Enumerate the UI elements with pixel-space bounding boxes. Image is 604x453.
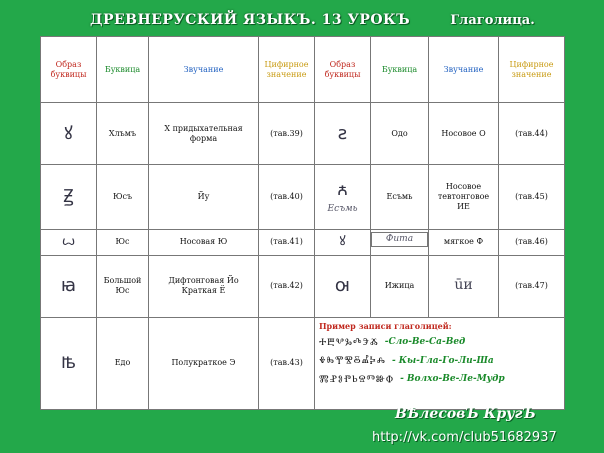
letter-value: (тав.39) — [259, 103, 315, 165]
col-header-sound-2: Звучание — [429, 37, 499, 103]
example-transliteration: - Волхо-Ве-Ле-Мудр — [400, 374, 505, 385]
letter-name: Есъмь — [371, 165, 429, 229]
handwritten-label: ūи — [429, 255, 499, 317]
example-line — [319, 337, 560, 350]
letter-name: Одо — [371, 103, 429, 165]
table-row — [41, 229, 565, 255]
letter-value: (тав.45) — [499, 165, 565, 229]
glyph-image: ꙕ — [315, 255, 371, 317]
letter-sound: Носовое О — [429, 103, 499, 165]
alphabet-table — [40, 36, 565, 410]
example-line — [319, 374, 560, 387]
author-signature: ВѢлесовЪ КругЪ — [395, 406, 536, 422]
letter-value: (тав.47) — [499, 255, 565, 317]
letter-sound: Носовая Ю — [149, 229, 259, 255]
example-transliteration: - Кы-Гла-Го-Ли-Ша — [391, 355, 494, 366]
letter-value: (тав.41) — [259, 229, 315, 255]
table-header-row — [41, 37, 565, 103]
glyph-image: ꙅ — [315, 103, 371, 165]
glyph-image-cell — [315, 229, 371, 255]
letter-sound: Дифтонговая Йо Краткая Ё — [149, 255, 259, 317]
letter-sound: мягкое Ф — [429, 229, 499, 255]
table-row — [41, 317, 565, 409]
letter-name: Едо — [97, 317, 149, 409]
page-header — [90, 6, 604, 34]
glyph-image: Ꙃ — [41, 165, 97, 229]
example-transliteration: -Сло-Ве-Са-Вед — [384, 337, 466, 348]
letter-value: (тав.46) — [499, 229, 565, 255]
example-glyphs: ⰇⰈⰉⰊⰋⰌⰍⰎ — [319, 355, 386, 367]
letter-sound: Йу — [149, 165, 259, 229]
letter-sound: Х придыхательная форма — [149, 103, 259, 165]
glyph-image: ꙋ — [41, 103, 97, 165]
col-header-numeric-2: Цифирное значение — [499, 37, 565, 103]
col-header-image-2: Образ буквицы — [315, 37, 371, 103]
glyph-image: ꙋ — [339, 233, 346, 249]
glyph-image: ꙗ — [41, 255, 97, 317]
table-row — [41, 255, 565, 317]
example-box — [315, 317, 565, 409]
letter-name: Юсъ — [97, 165, 149, 229]
glyph-image: ꙓ — [41, 317, 97, 409]
letter-value: (тав.43) — [259, 317, 315, 409]
letter-name: Хлъмъ — [97, 103, 149, 165]
example-glyphs: ⰀⰁⰂⰃⰄⰅⰆ — [319, 336, 379, 348]
page-subtitle: Глаголица. — [450, 12, 535, 28]
table-row — [41, 103, 565, 165]
glyph-image: ꙍ — [41, 229, 97, 255]
example-line — [319, 355, 560, 368]
letter-sound: Полукраткое Э — [149, 317, 259, 409]
handwritten-label: Есъмь — [327, 203, 358, 214]
col-header-letter: Буквица — [97, 37, 149, 103]
handwritten-label: Фита — [371, 232, 428, 247]
example-title: Пример записи глаголицей: — [319, 320, 452, 331]
glyph-image: ꙉ — [336, 179, 349, 201]
letter-name: Ижица — [371, 255, 429, 317]
alphabet-table-container — [40, 36, 564, 410]
letter-value: (тав.40) — [259, 165, 315, 229]
col-header-numeric: Цифирное значение — [259, 37, 315, 103]
col-header-image: Образ буквицы — [41, 37, 97, 103]
table-row — [41, 165, 565, 229]
col-header-sound: Звучание — [149, 37, 259, 103]
letter-value: (тав.44) — [499, 103, 565, 165]
col-header-letter-2: Буквица — [371, 37, 429, 103]
glyph-image-cell — [315, 165, 371, 229]
community-link[interactable]: http://vk.com/club51682937 — [372, 430, 557, 445]
letter-name: Большой Юс — [97, 255, 149, 317]
letter-name: Юс — [97, 229, 149, 255]
letter-sound: Носовое тевтонговое ИЕ — [429, 165, 499, 229]
page-title: ДРЕВНЕРУСКИЙ ЯЗЫКЪ. 13 УРОКЪ — [90, 12, 411, 28]
letter-value: (тав.42) — [259, 255, 315, 317]
example-glyphs: ⰏⰐⰑⰒⰓⰔⰕⰖⰗ — [319, 373, 395, 385]
